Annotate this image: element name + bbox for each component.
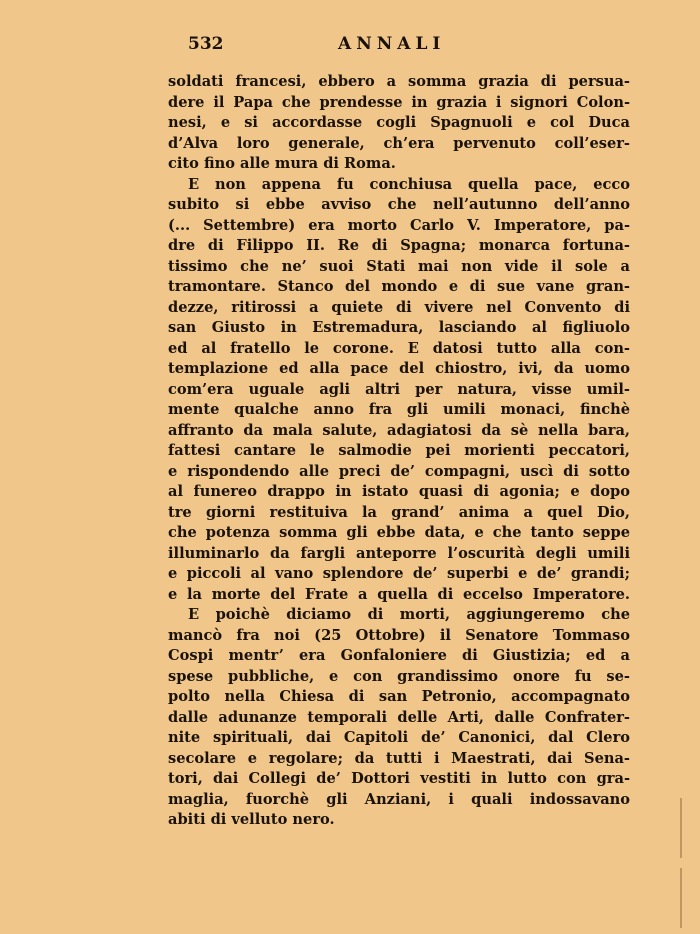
text-line: mente qualche anno fra gli umili monaci, finchè [168,401,630,418]
text-line: tissimo che ne’ suoi Stati mai non vide il sole a [168,257,630,275]
text-line: mancò fra noi (25 Ottobre) il Senatore Tommaso [168,626,630,644]
text-line: che potenza somma gli ebbe data, e che tanto seppe [168,524,630,541]
page-number: 532 [188,34,224,54]
body-text [168,72,630,831]
text-line: (... Settembre) era morto Carlo V. Imperatore, pa- [168,216,630,234]
page-edge-shadow [680,868,682,928]
text-line: nesi, e si accordasse cogli Spagnuoli e col Duca [168,114,630,131]
text-line: E poichè diciamo di morti, aggiungeremo che [188,606,630,623]
text-line: e piccoli al vano splendore de’ superbi e de’ grandi; [168,565,630,582]
text-line: al funereo drappo in istato quasi di agonia; e dopo [168,483,630,500]
text-line: dre di Filippo II. Re di Spagna; monarca fortuna- [168,237,630,254]
text-line: E non appena fu conchiusa quella pace, ecco [188,175,630,193]
text-line: illuminarlo da fargli anteporre l’oscurità degli umili [168,544,630,562]
running-title: ANNALI [338,34,446,54]
page-edge-shadow [680,798,682,858]
text-line: d’Alva loro generale, ch’era pervenuto coll’eser- [168,134,630,152]
text-line: templazione ed alla pace del chiostro, ivi, da uomo [168,360,630,377]
page-header [188,34,628,58]
text-line: dalle adunanze temporali delle Arti, dalle Confrater- [168,708,630,726]
text-line: affranto da mala salute, adagiatosi da sè nella bara, [168,421,630,439]
text-line: tori, dai Collegi de’ Dottori vestiti in lutto con gra- [168,770,630,787]
text-line: dezze, ritirossi a quiete di vivere nel Convento di [168,298,630,316]
text-line: cito fino alle mura di Roma. [168,155,396,172]
text-line: ed al fratello le corone. E datosi tutto alla con- [168,339,630,357]
text-line: subito si ebbe avviso che nell’autunno dell’anno [168,196,630,213]
text-line: e rispondendo alle preci de’ compagni, uscì di sotto [168,462,630,480]
text-line: fattesi cantare le salmodie pei morienti peccatori, [168,442,630,459]
text-line: polto nella Chiesa di san Petronio, accompagnato [168,688,630,705]
text-line: e la morte del Frate a quella di eccelso Imperatore. [168,585,630,603]
text-line: san Giusto in Estremadura, lasciando al figliuolo [168,319,630,336]
text-line: spese pubbliche, e con grandissimo onore fu se- [168,667,630,685]
text-line: abiti di velluto nero. [168,811,335,828]
text-line: com’era uguale agli altri per natura, visse umil- [168,380,630,398]
text-line: maglia, fuorchè gli Anziani, i quali indossavano [168,790,630,808]
text-line: tre giorni restituiva la grand’ anima a quel Dio, [168,503,630,521]
text-line: Cospi mentr’ era Gonfaloniere di Giustizia; ed a [168,647,630,664]
text-line: secolare e regolare; da tutti i Maestrati, dai Sena- [168,749,630,767]
text-line: nite spirituali, dai Capitoli de’ Canonici, dal Clero [168,729,630,746]
text-line: dere il Papa che prendesse in grazia i signori Colon- [168,93,630,111]
text-line: tramontare. Stanco del mondo e di sue vane gran- [168,278,630,295]
text-line: soldati francesi, ebbero a somma grazia di persua- [168,73,630,90]
